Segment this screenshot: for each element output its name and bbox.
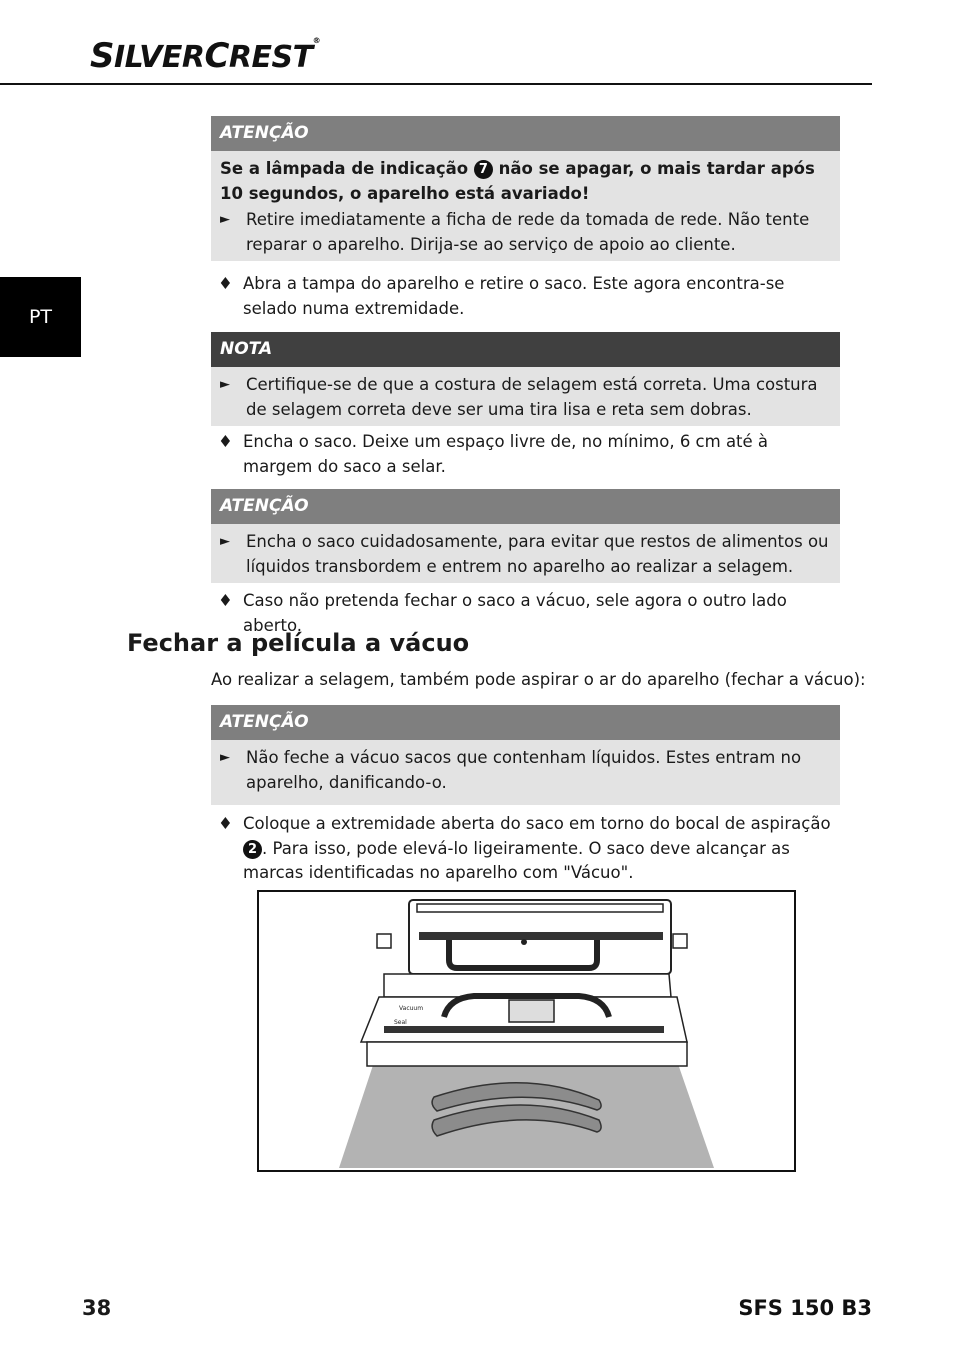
diamond-icon: ♦ bbox=[218, 814, 233, 833]
section-title: Fechar a película a vácuo bbox=[127, 629, 470, 657]
warning-title: ATENÇÃO bbox=[211, 705, 840, 740]
page-number: 38 bbox=[82, 1296, 112, 1320]
seal-label: Seal bbox=[394, 1019, 407, 1026]
step-2: ♦ Encha o saco. Deixe um espaço livre de, no mínimo, 6 cm até à margem do saco a selar. bbox=[218, 432, 769, 476]
device-illustration bbox=[257, 890, 796, 1172]
warning-item: ► Encha o saco cuidadosamente, para evitar que restos de alimentos ou líquidos transbordem e entrem no aparelho ao realizar a selagem. bbox=[220, 532, 829, 576]
warning-box-3 bbox=[211, 705, 840, 805]
seal-strip bbox=[384, 1026, 664, 1033]
warning-title: ATENÇÃO bbox=[211, 489, 840, 524]
vacuum-sealer-drawing bbox=[259, 892, 794, 1170]
diamond-icon: ♦ bbox=[218, 591, 233, 610]
step-3: ♦ Caso não pretenda fechar o saco a vácuo, sele agora o outro lado aberto. bbox=[218, 591, 787, 635]
header-rule bbox=[0, 83, 872, 85]
indicator-number: 7 bbox=[474, 160, 493, 179]
suction-nozzle bbox=[509, 1000, 554, 1022]
step-4: ♦ Coloque a extremidade aberta do saco em torno do bocal de aspiração 2 . Para isso, pode elevá-lo ligeiramente. O saco deve alcançar as marcas identificadas no aparelho com "Vácuo". bbox=[218, 814, 831, 882]
arrow-icon: ► bbox=[220, 212, 230, 227]
arrow-icon: ► bbox=[220, 377, 230, 392]
language-tab: PT bbox=[0, 277, 81, 357]
arrow-icon: ► bbox=[220, 750, 230, 765]
note-item: ► Certifique-se de que a costura de selagem está correta. Uma costura de selagem correta deve ser uma tira lisa e reta sem dobras. bbox=[220, 375, 818, 419]
step-1: ♦ Abra a tampa do aparelho e retire o saco. Este agora encontra-se selado numa extremidade. bbox=[218, 274, 785, 318]
diamond-icon: ♦ bbox=[218, 274, 233, 293]
model-number: SFS 150 B3 bbox=[738, 1296, 872, 1320]
nozzle-number: 2 bbox=[243, 840, 262, 859]
section-intro: Ao realizar a selagem, também pode aspirar o ar do aparelho (fechar a vácuo): bbox=[211, 670, 866, 689]
arrow-icon: ► bbox=[220, 534, 230, 549]
warning-title: ATENÇÃO bbox=[211, 116, 840, 151]
warning-box-2 bbox=[211, 489, 840, 583]
warning-item: ► Não feche a vácuo sacos que contenham líquidos. Estes entram no aparelho, danificando-o. bbox=[220, 748, 802, 792]
lid-seal-bar bbox=[419, 932, 663, 940]
warning-box-1 bbox=[211, 116, 840, 261]
diamond-icon: ♦ bbox=[218, 432, 233, 451]
note-box bbox=[211, 332, 840, 426]
note-title: NOTA bbox=[211, 332, 840, 367]
warning-bold-text: Se a lâmpada de indicação 7 não se apagar, o mais tardar após 10 segundos, o aparelho está avariado! bbox=[220, 159, 815, 203]
vacuum-label: Vacuum bbox=[399, 1005, 424, 1012]
warning-item: ► Retire imediatamente a ficha de rede da tomada de rede. Não tente reparar o aparelho. Dirija-se ao serviço de apoio ao cliente. bbox=[220, 210, 810, 254]
brand-logo: SILVERCREST® bbox=[90, 36, 321, 76]
